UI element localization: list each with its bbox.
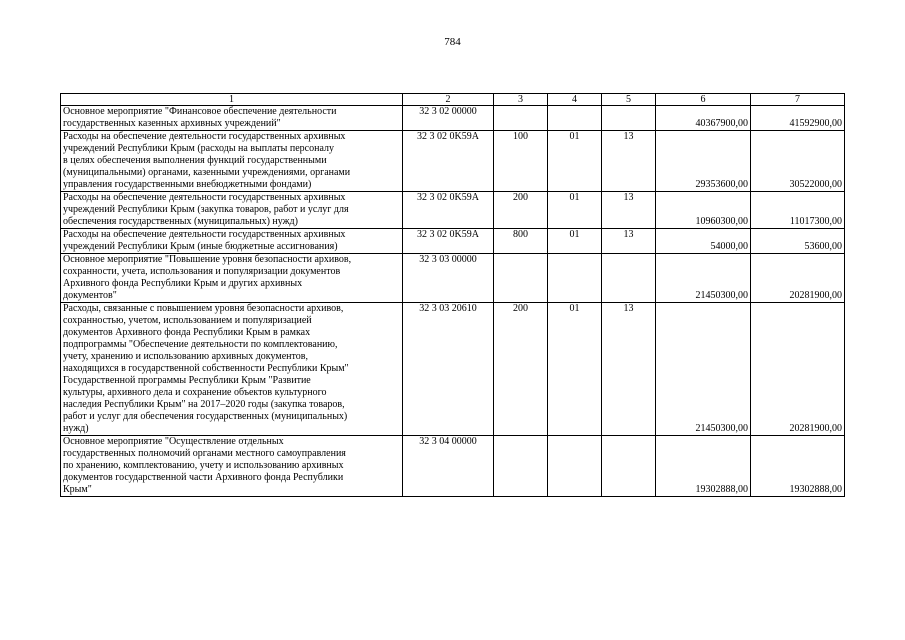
row-expense-type: [494, 436, 548, 497]
row-amount-col6: 29353600,00: [656, 131, 751, 192]
row-section: 01: [548, 303, 602, 436]
row-section: [548, 436, 602, 497]
row-amount-col7: 20281900,00: [751, 303, 845, 436]
row-subsection: [602, 254, 656, 303]
row-section: [548, 254, 602, 303]
row-expense-type: 200: [494, 303, 548, 436]
header-row: [61, 94, 845, 106]
column-header: 4: [548, 94, 602, 106]
row-expense-type: 100: [494, 131, 548, 192]
page-number: 784: [444, 36, 461, 48]
column-header: 1: [61, 94, 403, 106]
row-code: 32 3 02 0K59A: [403, 229, 494, 254]
row-section: 01: [548, 131, 602, 192]
row-expense-type: [494, 106, 548, 131]
row-amount-col7: 41592900,00: [751, 106, 845, 131]
row-amount-col7: 19302888,00: [751, 436, 845, 497]
table-row: [61, 436, 845, 497]
column-header: 2: [403, 94, 494, 106]
column-header: 5: [602, 94, 656, 106]
row-amount-col6: 21450300,00: [656, 303, 751, 436]
row-section: 01: [548, 229, 602, 254]
row-name: Расходы на обеспечение деятельности государственных архивных учреждений Республики Крым (закупка товаров, работ и услуг для обеспечения государственных (муниципальных) нужд): [61, 192, 403, 229]
row-amount-col6: 21450300,00: [656, 254, 751, 303]
row-amount-col6: 40367900,00: [656, 106, 751, 131]
row-subsection: [602, 436, 656, 497]
table-row: [61, 229, 845, 254]
row-name: Основное мероприятие "Повышение уровня безопасности архивов, сохранности, учета, использования и популяризации документов Архивного фонда Республики Крым и других архивных документов": [61, 254, 403, 303]
row-name: Основное мероприятие "Осуществление отдельных государственных полномочий органами местного самоуправления по хранению, комплектованию, учету и использованию архивных документов государственной части Архивного фонда Республики Крым": [61, 436, 403, 497]
table-row: [61, 106, 845, 131]
row-amount-col7: 20281900,00: [751, 254, 845, 303]
row-expense-type: 200: [494, 192, 548, 229]
row-code: 32 3 02 0K59A: [403, 192, 494, 229]
row-code: 32 3 04 00000: [403, 436, 494, 497]
row-name: Расходы, связанные с повышением уровня безопасности архивов, сохранностью, учетом, использованием и популяризацией документов Архивного фонда Республики Крым в рамках подпрограммы "Обеспечение деятельности по комплектованию, учету, хранению и использованию архивных документов, находящихся в государственной собственности Республики Крым" Государственной программы Республики Крым "Развитие культуры, архивного дела и сохранение объектов культурного наследия Республики Крым" на 2017–2020 годы (закупка товаров, работ и услуг для обеспечения государственных (муниципальных) нужд): [61, 303, 403, 436]
table-row: [61, 192, 845, 229]
row-amount-col6: 10960300,00: [656, 192, 751, 229]
row-amount-col6: 19302888,00: [656, 436, 751, 497]
column-header: 3: [494, 94, 548, 106]
row-code: 32 3 02 00000: [403, 106, 494, 131]
table-row: [61, 254, 845, 303]
column-header: 7: [751, 94, 845, 106]
row-code: 32 3 03 00000: [403, 254, 494, 303]
row-expense-type: [494, 254, 548, 303]
row-name: Основное мероприятие "Финансовое обеспечение деятельности государственных казенных архивных учреждений": [61, 106, 403, 131]
row-code: 32 3 03 20610: [403, 303, 494, 436]
row-amount-col7: 11017300,00: [751, 192, 845, 229]
row-subsection: 13: [602, 192, 656, 229]
table-row: [61, 131, 845, 192]
table-row: [61, 303, 845, 436]
row-amount-col7: 30522000,00: [751, 131, 845, 192]
row-subsection: [602, 106, 656, 131]
row-expense-type: 800: [494, 229, 548, 254]
budget-table: [60, 93, 845, 497]
row-section: 01: [548, 192, 602, 229]
column-header: 6: [656, 94, 751, 106]
row-subsection: 13: [602, 131, 656, 192]
row-amount-col7: 53600,00: [751, 229, 845, 254]
row-subsection: 13: [602, 303, 656, 436]
row-name: Расходы на обеспечение деятельности государственных архивных учреждений Республики Крым (иные бюджетные ассигнования): [61, 229, 403, 254]
row-name: Расходы на обеспечение деятельности государственных архивных учреждений Республики Крым (расходы на выплаты персоналу в целях обеспечения выполнения функций государственными (муниципальными) органами, казенными учреждениями, органами управления государственными внебюджетными фондами): [61, 131, 403, 192]
row-section: [548, 106, 602, 131]
row-amount-col6: 54000,00: [656, 229, 751, 254]
row-subsection: 13: [602, 229, 656, 254]
row-code: 32 3 02 0K59A: [403, 131, 494, 192]
